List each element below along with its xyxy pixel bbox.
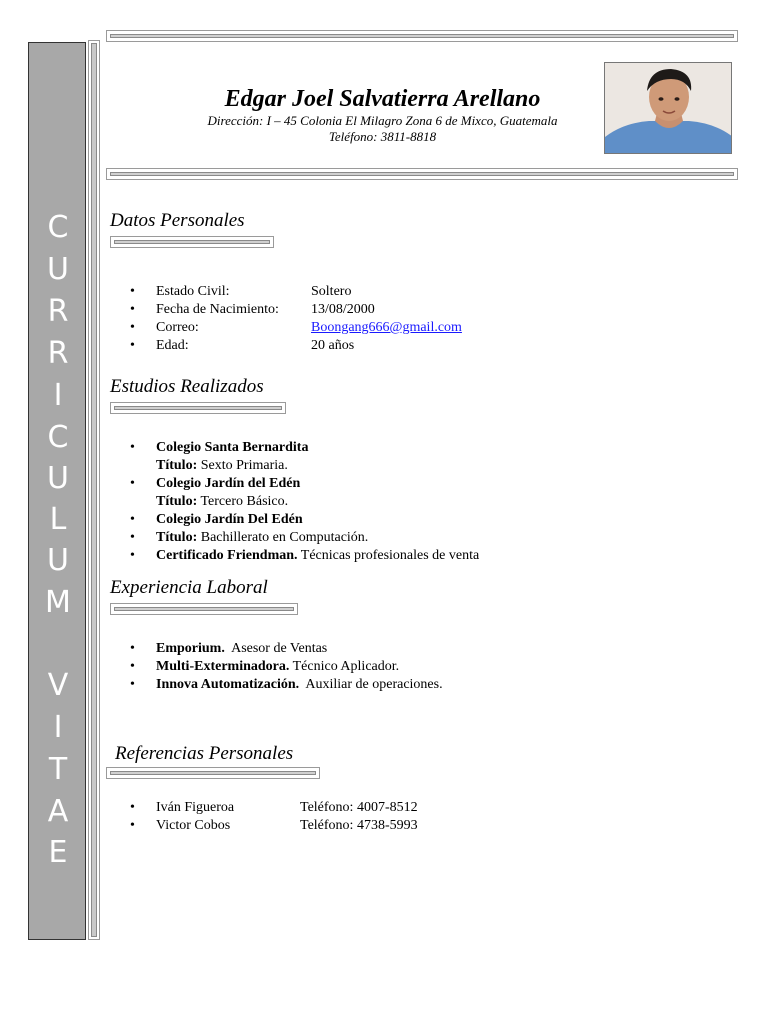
profile-photo	[604, 62, 732, 154]
list-item: • Innova Automatización. Auxiliar de operaciones.	[130, 676, 443, 694]
section-underline	[110, 603, 298, 615]
references-list	[130, 799, 418, 835]
list-item: • Colegio Santa Bernardita Título: Sexto Primaria.	[130, 439, 479, 475]
section-underline	[106, 767, 320, 779]
studies-list	[130, 439, 479, 565]
section-title-studies: Estudios Realizados	[110, 376, 264, 397]
section-underline	[110, 402, 286, 414]
banner-letter: I	[53, 710, 63, 745]
banner-letter: C	[47, 210, 69, 245]
banner-letter: L	[49, 502, 67, 537]
section-title-personal: Datos Personales	[110, 210, 245, 231]
list-item: • Correo: Boongang666@gmail.com	[130, 319, 462, 337]
banner-letter: V	[47, 668, 69, 703]
list-item: • Victor Cobos Teléfono: 4738-5993	[130, 817, 418, 835]
list-item: • Emporium. Asesor de Ventas	[130, 640, 443, 658]
banner-letter: U	[47, 461, 69, 496]
banner-letter: C	[47, 420, 69, 455]
header-top-divider	[106, 30, 738, 42]
candidate-phone: Teléfono: 3811-8818	[328, 129, 437, 144]
candidate-address: Dirección: I – 45 Colonia El Milagro Zona 6 de Mixco, Guatemala	[207, 113, 558, 128]
banner-letter: I	[53, 378, 63, 413]
experience-list	[130, 640, 443, 694]
list-item: • Edad: 20 años	[130, 337, 462, 355]
banner-letter: R	[47, 294, 69, 329]
section-title-references: Referencias Personales	[115, 743, 294, 764]
section-title-experience: Experiencia Laboral	[110, 577, 268, 598]
banner-letter: R	[47, 336, 69, 371]
list-item: • Iván Figueroa Teléfono: 4007-8512	[130, 799, 418, 817]
email-link[interactable]: Boongang666@gmail.com	[311, 320, 462, 335]
banner-letter: A	[47, 794, 69, 829]
list-item: • Multi-Exterminadora. Técnico Aplicador.	[130, 658, 443, 676]
list-item: • Fecha de Nacimiento: 13/08/2000	[130, 301, 462, 319]
list-item: • Estado Civil: Soltero	[130, 283, 462, 301]
list-item: • Colegio Jardín Del Edén	[130, 511, 479, 529]
vertical-divider	[88, 40, 100, 940]
header-bottom-divider	[106, 168, 738, 180]
list-item: • Título: Bachillerato en Computación.	[130, 529, 479, 547]
banner-letter: E	[48, 835, 68, 870]
list-item: • Colegio Jardín del Edén Título: Tercero Básico.	[130, 475, 479, 511]
section-underline	[110, 236, 274, 248]
banner-letter: M	[45, 585, 71, 620]
list-item: • Certificado Friendman. Técnicas profesionales de venta	[130, 547, 479, 565]
banner-letter: U	[47, 252, 69, 287]
banner-letter: U	[47, 543, 69, 578]
personal-data-list	[130, 283, 462, 355]
curriculum-vitae-banner	[28, 42, 86, 940]
banner-letter: T	[48, 752, 68, 787]
candidate-name: Edgar Joel Salvatierra Arellano	[224, 86, 541, 112]
